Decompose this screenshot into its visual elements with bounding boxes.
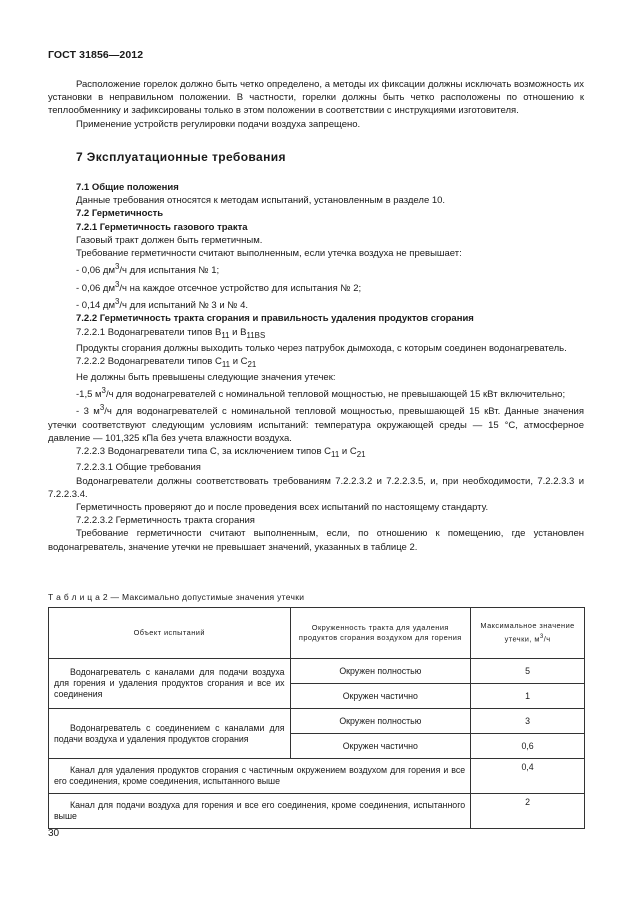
section-7-2-2-3-2-title: 7.2.2.3.2 Герметичность тракта сгорания (76, 515, 255, 527)
table-cell-object: Канал для подачи воздуха для горения и все его соединения, кроме соединения, испытанного выше (49, 794, 471, 829)
table-row (49, 709, 585, 734)
section-7-2-1-text-2: Требование герметичности считают выполненным, если утечка воздуха не превышает: (76, 248, 462, 260)
section-7-2-2-1-text: Продукты сгорания должны выходить только через патрубок дымохода, с которым соединен водонагреватель. (76, 342, 567, 354)
section-7-2-2-1-title: 7.2.2.1 Водонагреватели типов $В_{11}$ и $В_{11BS}$ (76, 326, 266, 340)
table-cell-enclosure: Окружен частично (290, 734, 471, 759)
table-cell-value: 5 (471, 659, 585, 684)
section-7-2-2-3-1-title: 7.2.2.3.1 Общие требования (76, 462, 201, 474)
table-row (49, 659, 585, 684)
leak-limit-item-4: -1,5 $м^3/ч$ для водонагревателей с номинальной тепловой мощностью, не превышающей 15 кВт включительно; (76, 386, 566, 401)
table-cell-value: 2 (471, 794, 585, 829)
table-cell-value: 1 (471, 684, 585, 709)
leak-limit-item-3: - 0,14 $дм^3/ч$ для испытаний № 3 и № 4. (76, 296, 249, 312)
section-7-2-1-text-1: Газовый тракт должен быть герметичным. (76, 234, 263, 246)
section-7-1-title: 7.1 Общие положения (76, 182, 179, 194)
table-cell-object: Водонагреватель с соединением с каналами для подачи воздуха и удаления продуктов сгорания (49, 709, 291, 759)
table-cell-enclosure: Окружен полностью (290, 659, 471, 684)
table-cell-object: Водонагреватель с каналами для подачи воздуха для горения и удаления продуктов сгорания и все их соединения (49, 659, 291, 709)
section-7-2-1-title: 7.2.1 Герметичность газового тракта (76, 221, 248, 233)
leak-limit-item-5: - 3 $м^3/ч$ для водонагревателей с номинальной тепловой мощностью, превышающей 15 кВт. Данные значения утечки соответствуют следующим условиям испытаний: температура окружающей среды — 15 °С, атмосферное давление — 101,325 кПа без учета влажности воздуха. (48, 403, 584, 445)
document-body (48, 78, 584, 554)
section-7-2-2-2-title: 7.2.2.2 Водонагреватели типов $С_{11}$ и $С_{21}$ (76, 355, 257, 369)
table-cell-value: 0,6 (471, 734, 585, 759)
section-7-2-2-title: 7.2.2 Герметичность тракта сгорания и правильность удаления продуктов сгорания (76, 313, 474, 325)
leak-limit-item-1: - 0,06 $дм^3/ч$ для испытания № 1; (76, 262, 220, 277)
document-header: ГОСТ 31856—2012 (48, 49, 144, 61)
table-row (49, 794, 585, 829)
section-7-title: 7 Эксплуатационные требования (76, 149, 286, 164)
leak-limit-item-2: - 0,06 $дм^3/ч$ на каждое отсечное устройство для испытания № 2; (76, 279, 362, 294)
page-number: 30 (48, 828, 60, 839)
table-cell-enclosure: Окружен полностью (290, 709, 471, 734)
section-7-2-2-3-1-text-2: Герметичность проверяют до и после проведения всех испытаний по настоящему стандарту. (76, 501, 489, 513)
leak-limits-table (48, 607, 585, 829)
section-7-2-title: 7.2 Герметичность (76, 208, 164, 220)
section-7-2-2-3-title: 7.2.2.3 Водонагреватели типа С, за исключением типов $С_{11}$ и $С_{21}$ (76, 446, 366, 460)
section-7-1-text: Данные требования относятся к методам испытаний, установленным в разделе 10. (76, 195, 446, 207)
table-2-caption: Т а б л и ц а 2 — Максимально допустимые значения утечки (48, 592, 305, 602)
table-header-max-leak: Максимальное значение утечки, $м^3/ч$ (471, 608, 585, 659)
table-cell-enclosure: Окружен частично (290, 684, 471, 709)
intro-paragraph-1: Расположение горелок должно быть четко определено, а методы их фиксации должны исключать возможность их установки в неправильном положении. В частности, горелки должны быть четко расположены по отношению к теплообменнику и зафиксированы только в этом положении в соответствии с инструкциями изготовителя. (48, 79, 584, 117)
table-cell-object: Канал для удаления продуктов сгорания с частичным окружением воздухом для горения и все его соединения, кроме соединения, испытанного выше (49, 759, 471, 794)
table-row (49, 759, 585, 794)
table-header-object: Объект испытаний (49, 608, 291, 659)
table-header-enclosure: Окруженность тракта для удаления продуктов сгорания воздухом для горения (290, 608, 471, 659)
table-cell-value: 3 (471, 709, 585, 734)
intro-paragraph-2: Применение устройств регулировки подачи воздуха запрещено. (76, 118, 361, 130)
table-cell-value: 0,4 (471, 759, 585, 794)
section-7-2-2-3-1-text: Водонагреватели должны соответствовать требованиям 7.2.2.3.2 и 7.2.2.3.5, и, при необходимости, 7.2.2.3.3 и 7.2.2.3.4. (48, 475, 584, 500)
section-7-2-2-3-2-text: Требование герметичности считают выполненным, если, по отношению к помещению, где установлен водонагреватель, значение утечки не превышает значений, указанных в таблице 2. (48, 528, 584, 553)
table-header-row (49, 608, 585, 659)
section-7-2-2-2-text: Не должны быть превышены следующие значения утечек: (76, 371, 336, 383)
